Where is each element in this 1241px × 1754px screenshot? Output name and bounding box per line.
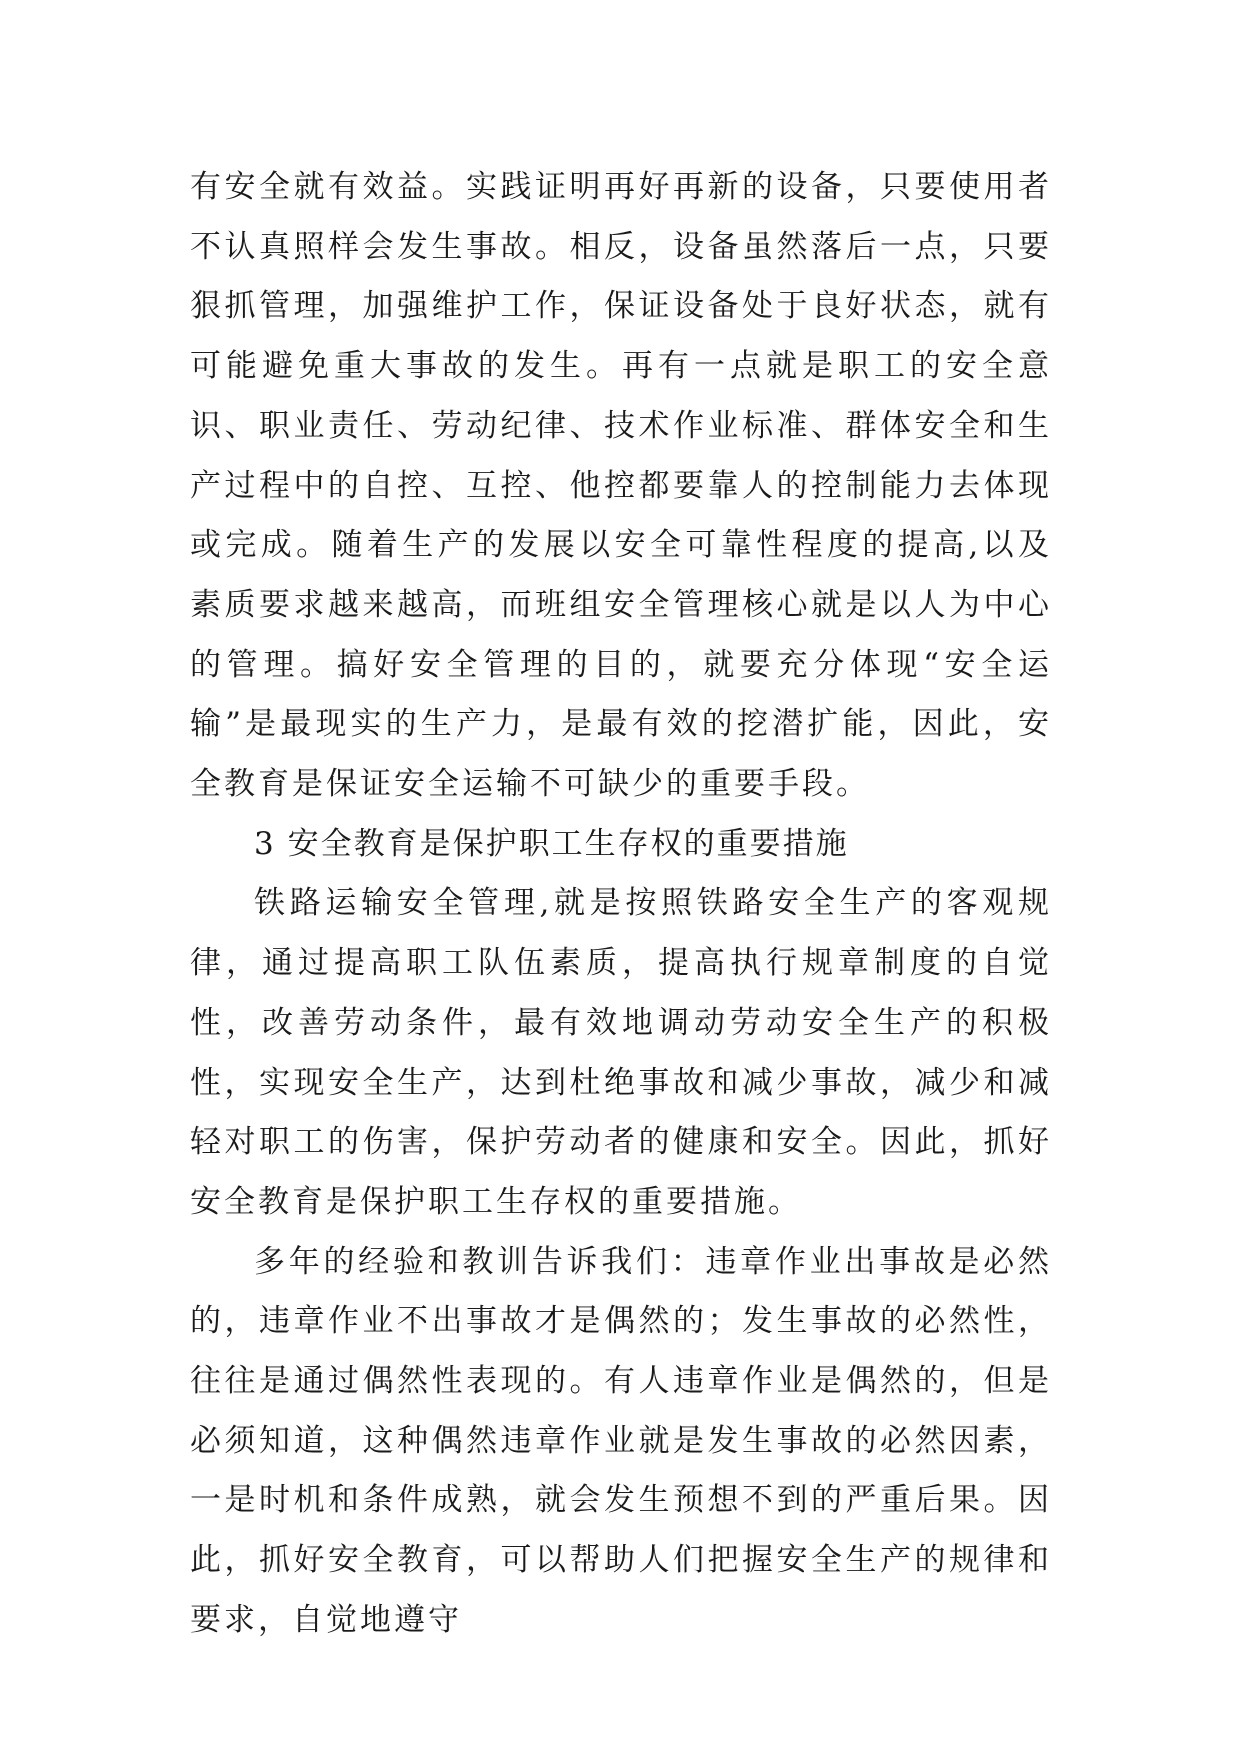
paragraph-3: 多年的经验和教训告诉我们：违章作业出事故是必然的，违章作业不出事故才是偶然的；发生事故的必然性，往往是通过偶然性表现的。有人违章作业是偶然的，但是必须知道，这种偶然违章作业就是发生事故的必然因素，一是时机和条件成熟，就会发生预想不到的严重后果。因此，抓好安全教育，可以帮助人们把握安全生产的规律和要求，自觉地遵守	[190, 1243, 1052, 1638]
section-heading-3: 3 安全教育是保护职工生存权的重要措施	[254, 825, 849, 862]
document-body	[190, 158, 1052, 1651]
paragraph-2: 铁路运输安全管理,就是按照铁路安全生产的客观规律，通过提高职工队伍素质，提高执行规章制度的自觉性，改善劳动条件，最有效地调动劳动安全生产的积极性，实现安全生产，达到杜绝事故和减少事故，减少和减轻对职工的伤害，保护劳动者的健康和安全。因此，抓好安全教育是保护职工生存权的重要措施。	[190, 885, 1052, 1220]
paragraph-1: 有安全就有效益。实践证明再好再新的设备，只要使用者不认真照样会发生事故。相反，设备虽然落后一点，只要狠抓管理，加强维护工作，保证设备处于良好状态，就有可能避免重大事故的发生。再有一点就是职工的安全意识、职业责任、劳动纪律、技术作业标准、群体安全和生产过程中的自控、互控、他控都要靠人的控制能力去体现或完成。随着生产的发展以安全可靠性程度的提高,以及素质要求越来越高，而班组安全管理核心就是以人为中心的管理。搞好安全管理的目的，就要充分体现“安全运输”是最现实的生产力，是最有效的挖潜扩能，因此，安全教育是保证安全运输不可缺少的重要手段。	[190, 169, 1052, 803]
